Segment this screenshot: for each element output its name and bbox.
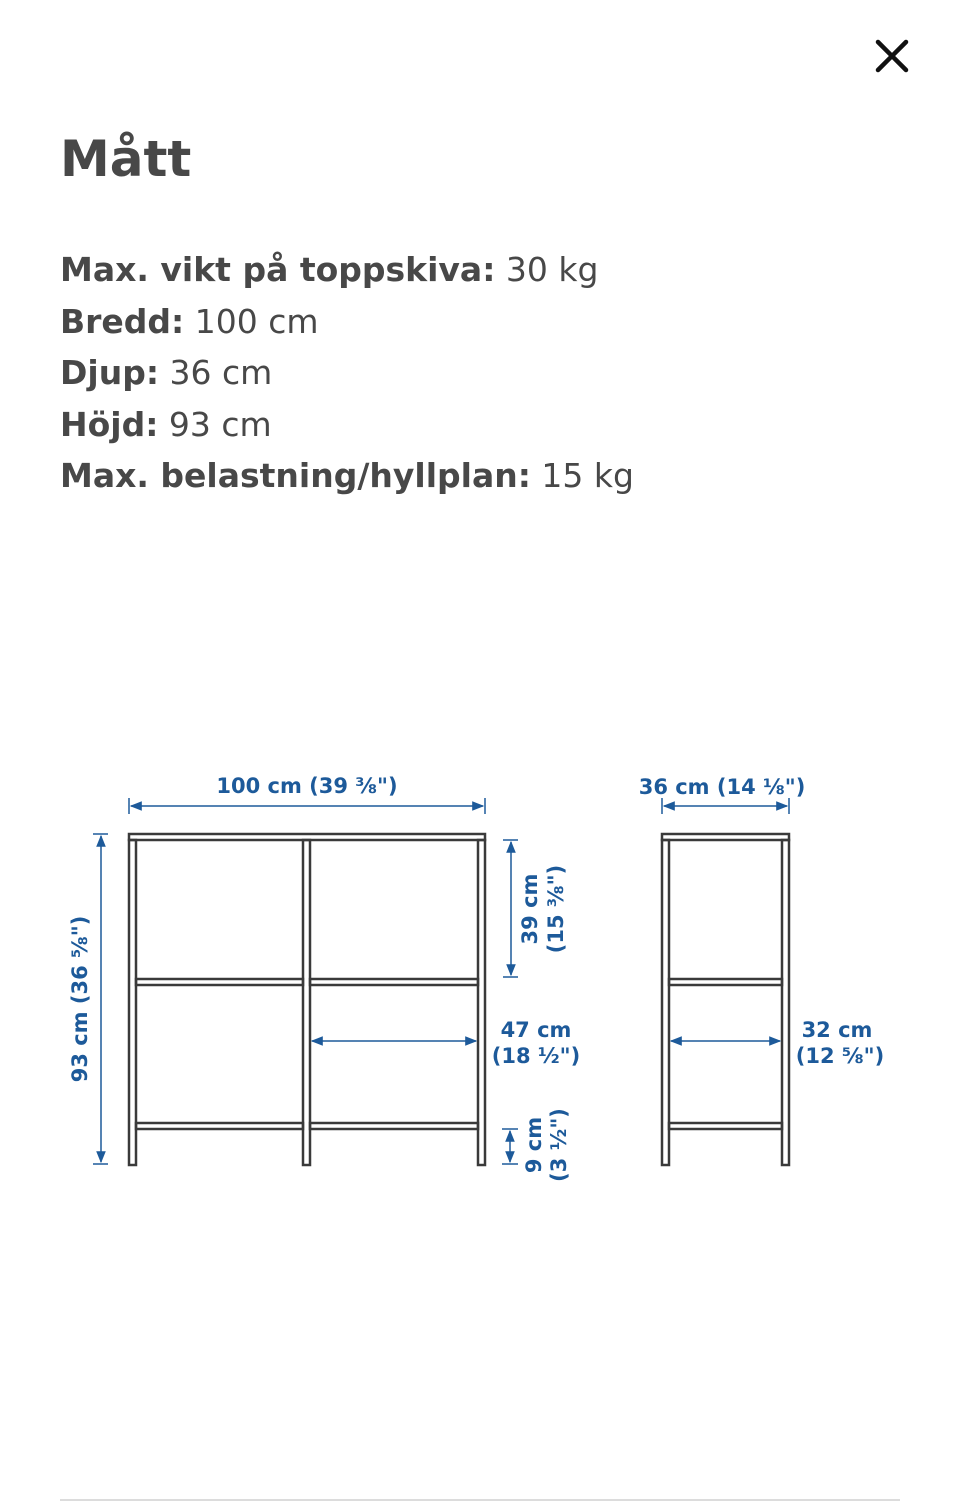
front-shelf-bottom-right <box>310 1123 478 1129</box>
spec-height <box>60 399 634 451</box>
spec-label: Djup: <box>60 353 160 392</box>
spec-value: 15 kg <box>541 456 634 495</box>
bottom-divider <box>60 1499 900 1501</box>
side-top-board <box>662 834 789 840</box>
shelf-gap-in-label: (15 ⅜") <box>544 864 568 954</box>
spec-max-shelf-load <box>60 450 634 502</box>
front-shelf-middle-left <box>136 979 303 985</box>
shelf-gap-cm-label: 39 cm <box>518 873 542 945</box>
spec-label: Max. vikt på toppskiva: <box>60 250 496 289</box>
side-depth-label: 36 cm (14 ⅛") <box>638 775 806 799</box>
spec-depth <box>60 347 634 399</box>
side-leg-front <box>662 840 669 1165</box>
front-shelf-middle-right <box>310 979 478 985</box>
dimension-drawing <box>0 740 960 1320</box>
front-leg-left <box>129 840 136 1165</box>
spec-value: 93 cm <box>168 404 272 444</box>
side-shelf-bottom <box>669 1123 782 1129</box>
spec-label: Bredd: <box>60 301 185 341</box>
spec-label: Höjd: <box>60 404 159 444</box>
side-view <box>662 834 789 1165</box>
floor-gap-in-label: (3 ½") <box>547 1108 571 1182</box>
spec-value: 30 kg <box>505 250 599 289</box>
dimensions-list <box>60 244 634 502</box>
spec-max-top-weight <box>60 244 634 296</box>
inner-depth-cm-label: 32 cm <box>801 1018 873 1042</box>
spec-width <box>60 296 634 348</box>
spec-label: Max. belastning/hyllplan: <box>60 456 531 495</box>
dimension-diagram <box>0 740 960 1320</box>
front-shelf-bottom-left <box>136 1123 303 1129</box>
front-width-label: 100 cm (39 ⅜") <box>216 774 398 798</box>
side-leg-back <box>782 840 789 1165</box>
front-leg-right <box>478 840 485 1165</box>
side-shelf-middle <box>669 979 782 985</box>
inner-width-cm-label: 47 cm <box>500 1018 572 1042</box>
front-dimension-lines <box>93 798 518 1164</box>
front-leg-middle <box>303 840 310 1165</box>
spec-value: 100 cm <box>194 301 319 341</box>
page-title: Mått <box>60 130 192 188</box>
close-icon[interactable] <box>862 26 922 86</box>
front-view <box>129 834 485 1165</box>
floor-gap-cm-label: 9 cm <box>522 1116 546 1174</box>
front-height-label: 93 cm (36 ⅝") <box>68 915 92 1083</box>
inner-depth-in-label: (12 ⅝") <box>795 1044 885 1068</box>
spec-value: 36 cm <box>169 353 273 392</box>
inner-width-in-label: (18 ½") <box>491 1044 581 1068</box>
